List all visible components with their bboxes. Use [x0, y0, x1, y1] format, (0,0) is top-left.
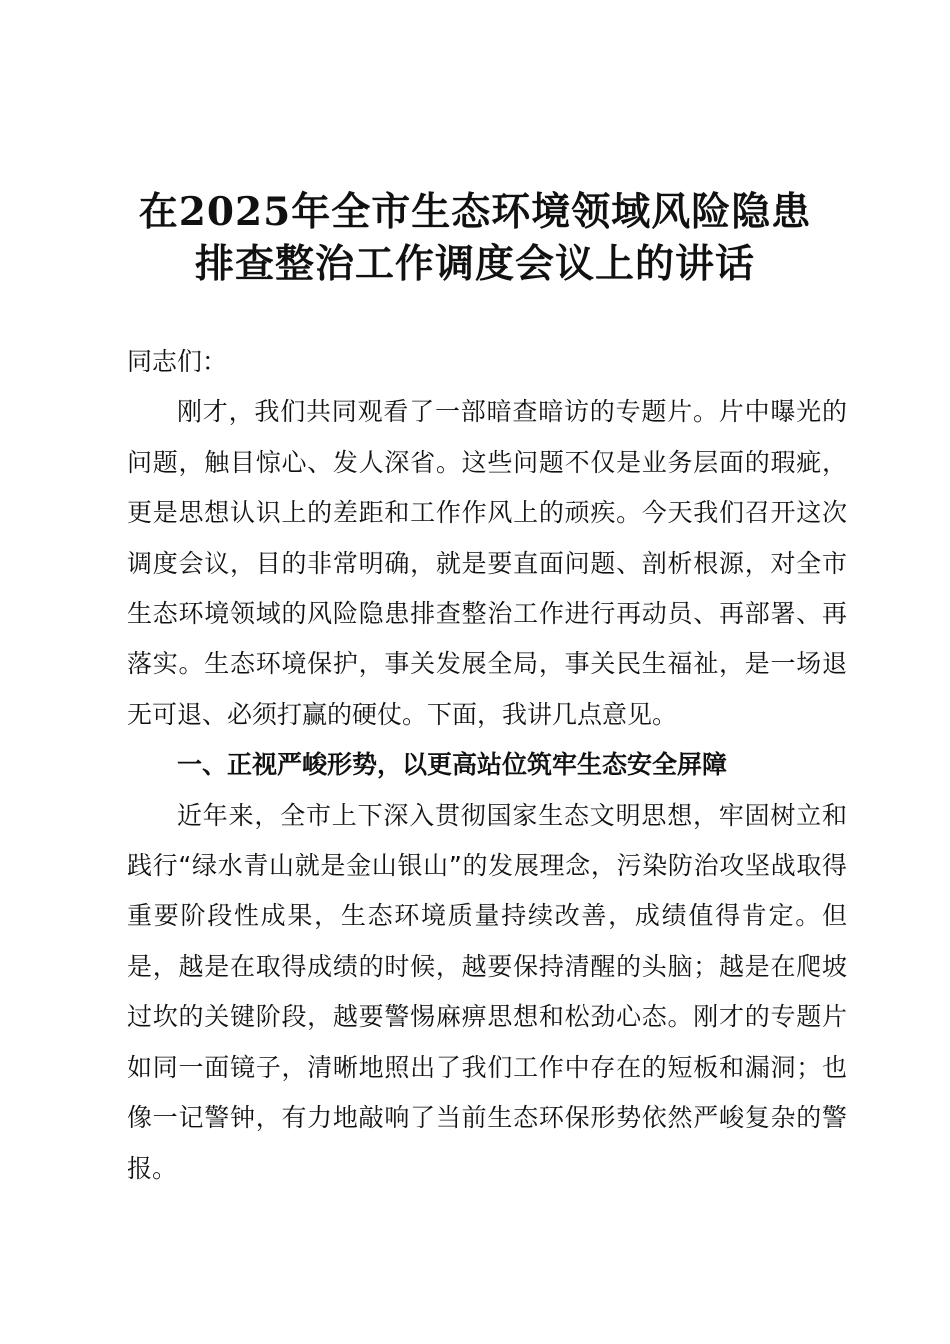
- document-title: [60, 186, 890, 290]
- title-line-1: 在2025年全市生态环境领域风险隐患: [138, 189, 812, 235]
- paragraph-opening: 刚才，我们共同观看了一部暗查暗访的专题片。片中曝光的问题，触目惊心、发人深省。这些问题不仅是业务层面的瑕疵，更是思想认识上的差距和工作作风上的顽疾。今天我们召开这次调度会议，目的非常明确，就是要直面问题、剖析根源，对全市生态环境领域的风险隐患排查整治工作进行再动员、再部署、再落实。生态环境保护，事关发展全局，事关民生福祉，是一场退无可退、必须打赢的硬仗。下面，我讲几点意见。: [127, 397, 847, 729]
- paragraph-section-1: 近年来，全市上下深入贯彻国家生态文明思想，牢固树立和践行“绿水青山就是金山银山”的发展理念，污染防治攻坚战取得重要阶段性成果，生态环境质量持续改善，成绩值得肯定。但是，越是在取得成绩的时候，越要保持清醒的头脑；越是在爬坡过坎的关键阶段，越要警惕麻痹思想和松劲心态。刚才的专题片如同一面镜子，清晰地照出了我们工作中存在的短板和漏洞；也像一记警钟，有力地敲响了当前生态环保形势依然严峻复杂的警报。: [127, 800, 847, 1183]
- title-line-2: 排查整治工作调度会议上的讲话: [194, 241, 755, 287]
- section-heading-1: 一、正视严峻形势，以更高站位筑牢生态安全屏障: [177, 750, 728, 780]
- document-body: [127, 337, 847, 1194]
- salutation: 同志们：: [127, 347, 228, 376]
